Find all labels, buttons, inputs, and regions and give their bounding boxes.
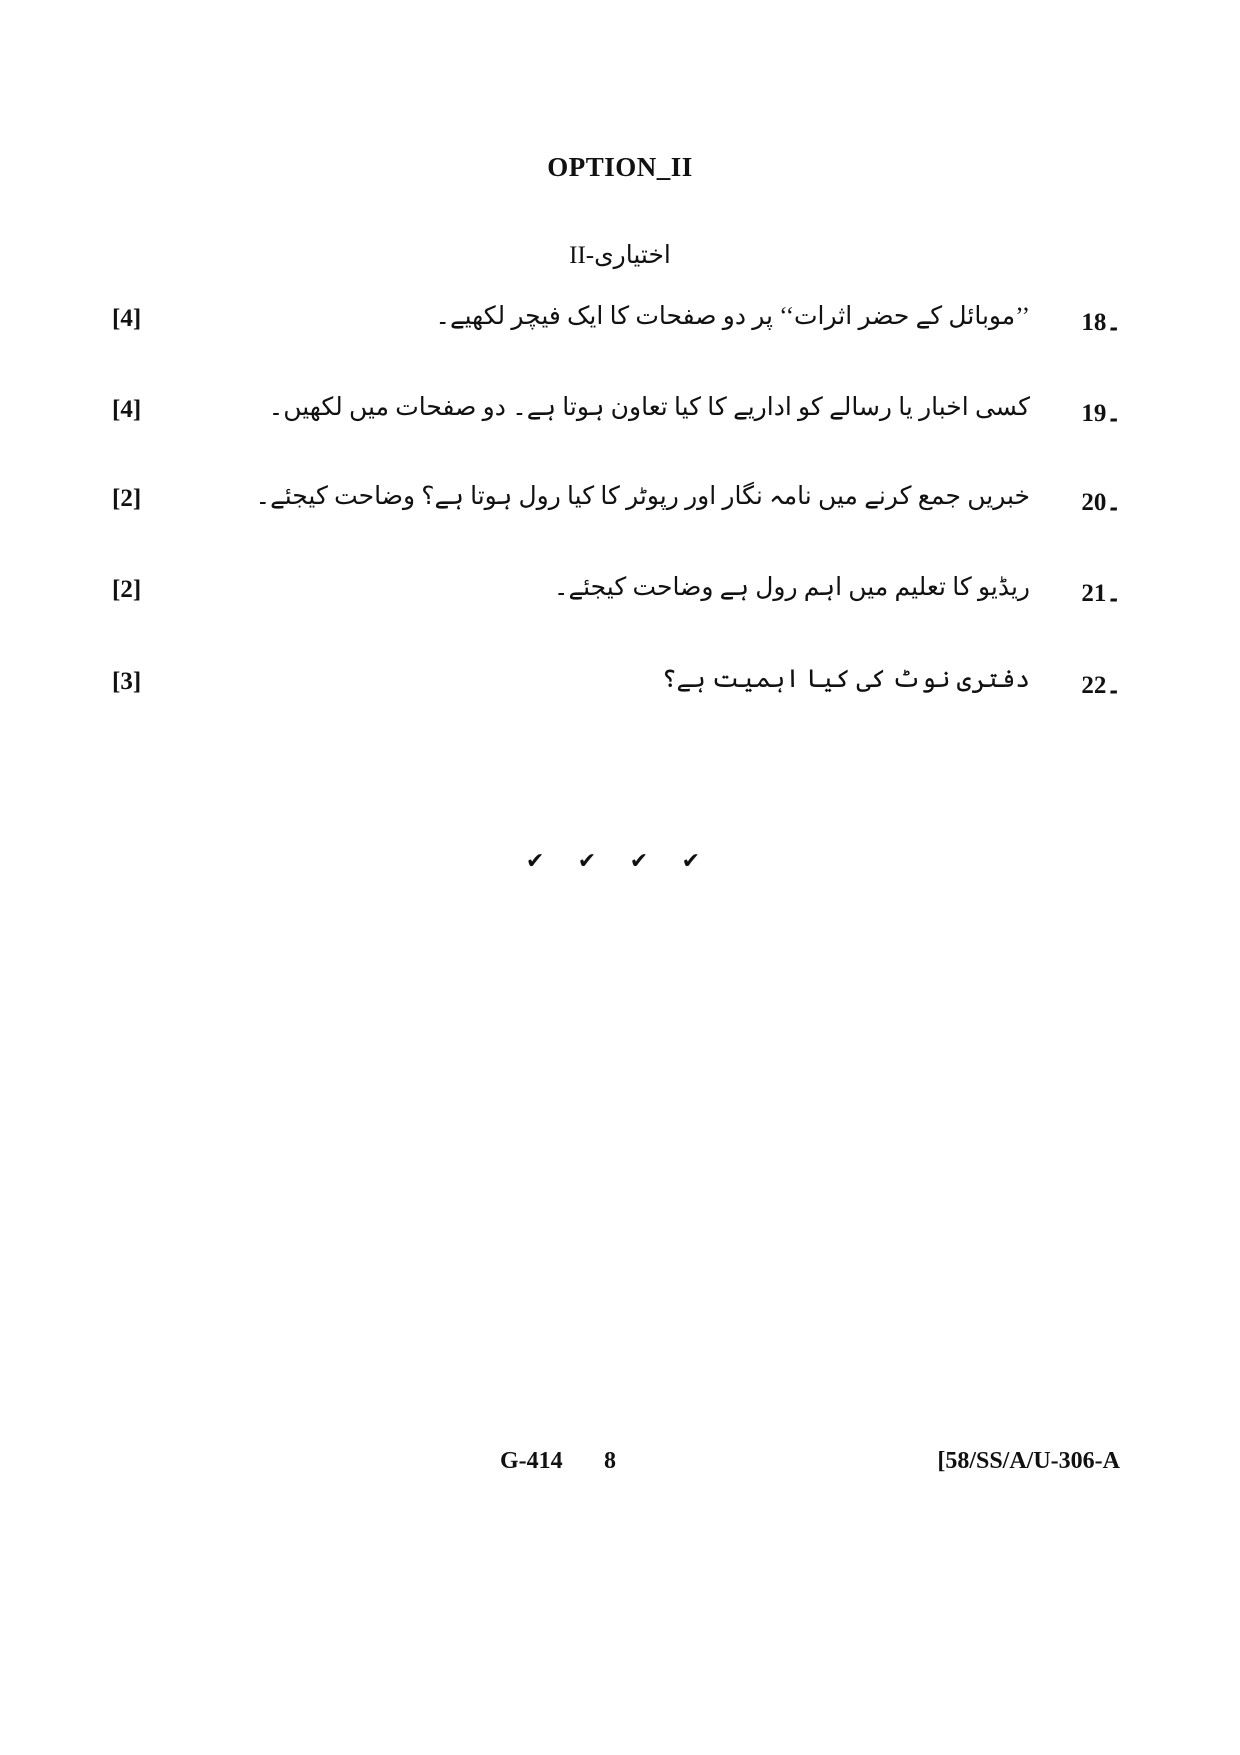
page-title: OPTION_II <box>547 152 693 182</box>
question-20 <box>0 485 1240 545</box>
question-number: 22۔ <box>1081 672 1121 699</box>
question-21 <box>0 576 1240 636</box>
paper-reference: [58/SS/A/U-306-A <box>937 1448 1120 1474</box>
question-number: 20۔ <box>1081 489 1121 516</box>
question-19 <box>0 396 1240 456</box>
question-text: دفتری نوٹ کی کیا اہمیت ہے؟ <box>661 666 1030 693</box>
question-marks: [4] <box>112 396 142 423</box>
question-22 <box>0 668 1240 728</box>
question-text: ’’موبائل کے حضر اثرات‘‘ پر دو صفحات کا ایک فیچر لکھیے۔ <box>435 303 1030 330</box>
question-marks: [3] <box>112 668 142 695</box>
page-number: 8 <box>604 1448 616 1474</box>
paper-code: G-414 <box>500 1448 563 1474</box>
page-subtitle: اختیاری-II <box>569 242 671 269</box>
question-text: کسی اخبار یا رسالے کو اداریے کا کیا تعاون ہوتا ہے۔ دو صفحات میں لکھیں۔ <box>268 394 1030 421</box>
question-text: خبریں جمع کرنے میں نامہ نگار اور رپوٹر کا کیا رول ہوتا ہے؟ وضاحت کیجئے۔ <box>255 483 1030 510</box>
question-number: 18۔ <box>1081 309 1121 336</box>
question-number: 19۔ <box>1081 400 1121 427</box>
question-marks: [2] <box>112 485 142 512</box>
end-of-section-checkmarks: ✔ ✔ ✔ ✔ <box>525 848 715 873</box>
question-text: ریڈیو کا تعلیم میں اہم رول ہے وضاحت کیجئے۔ <box>553 574 1030 601</box>
question-marks: [2] <box>112 576 142 603</box>
question-marks: [4] <box>112 305 142 332</box>
question-number: 21۔ <box>1081 580 1121 607</box>
question-18 <box>0 305 1240 365</box>
